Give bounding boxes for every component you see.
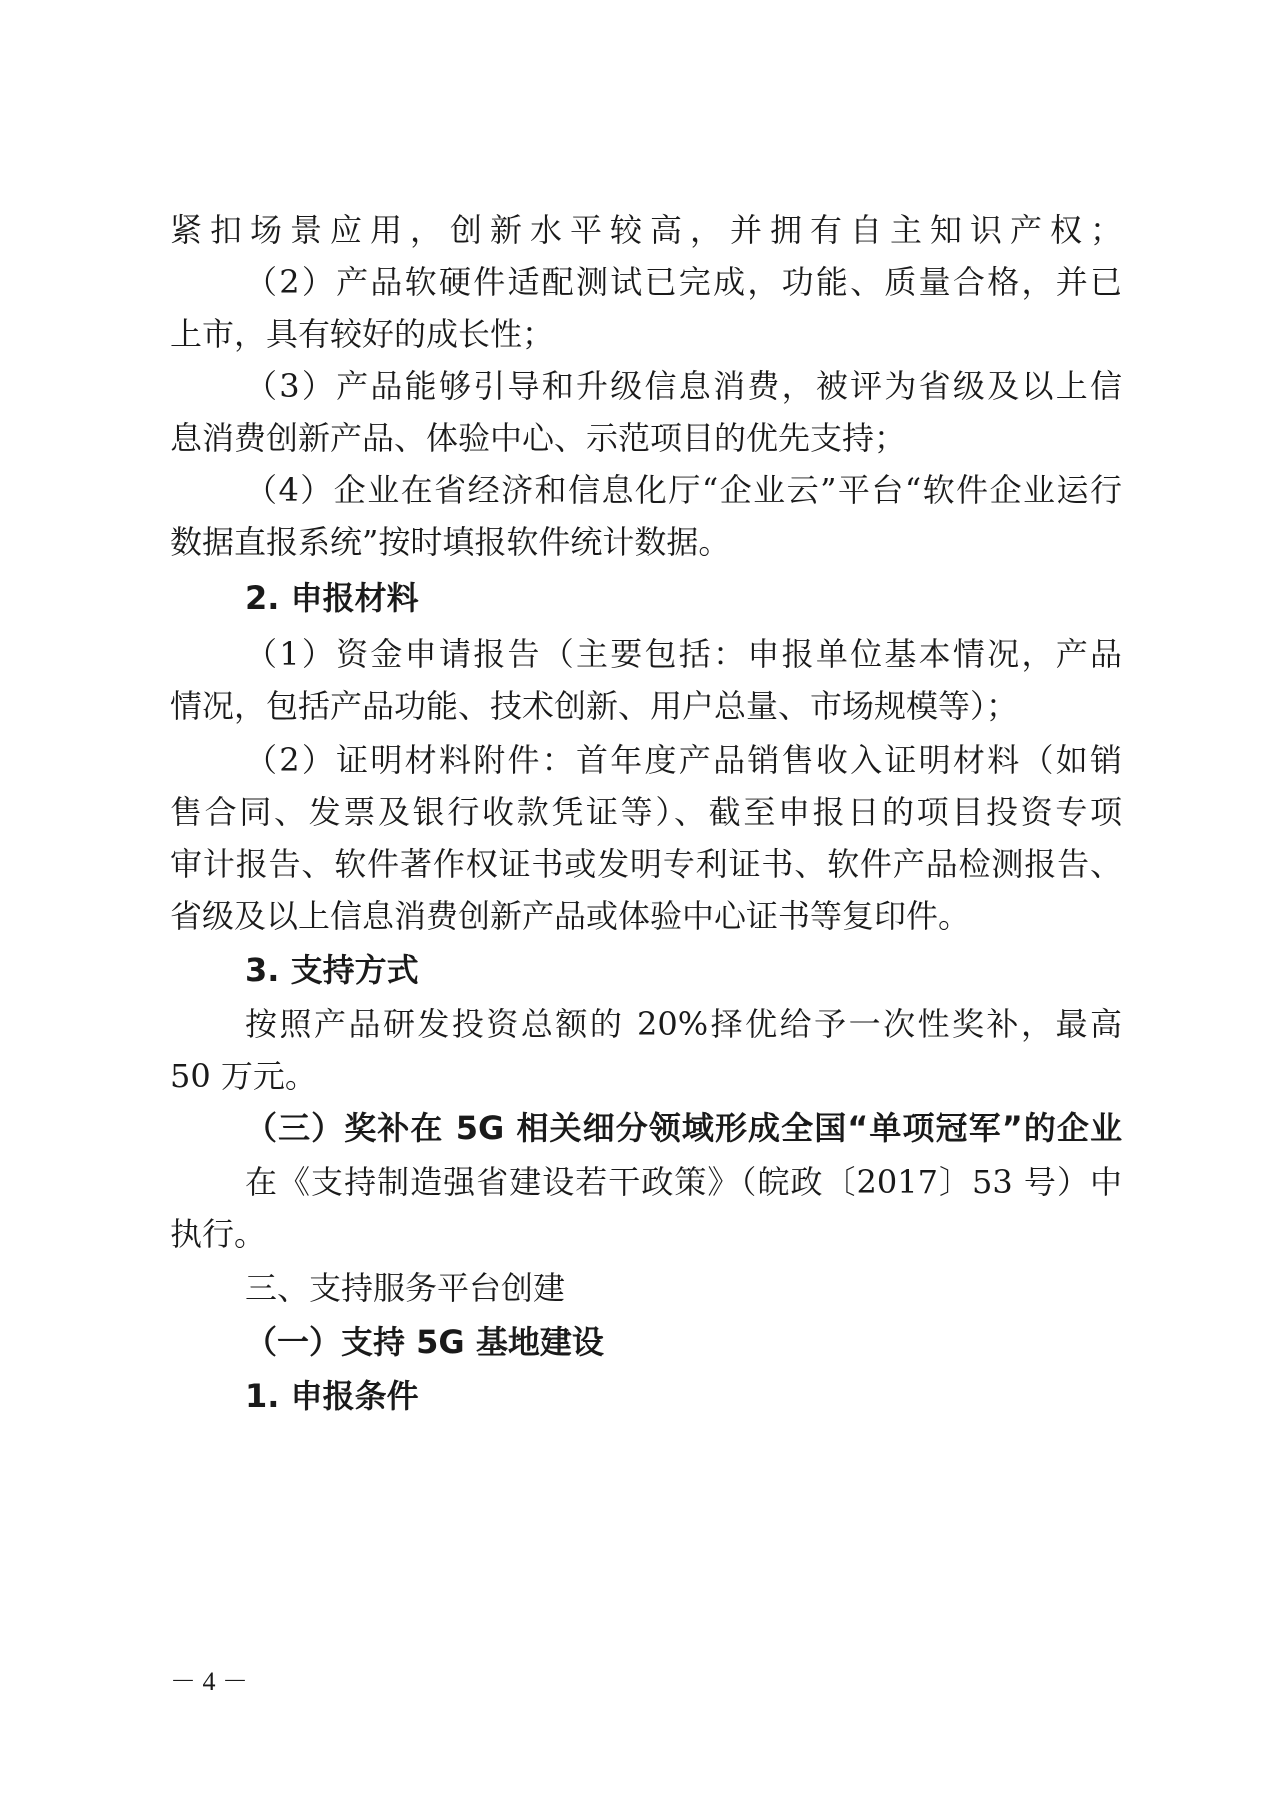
- body-line: 执行。: [170, 1215, 267, 1253]
- body-line: 紧扣场景应用，创新水平较高，并拥有自主知识产权；: [170, 211, 1122, 249]
- body-line: 数据直报系统”按时填报软件统计数据。: [170, 523, 731, 561]
- body-line: （2）产品软硬件适配测试已完成，功能、质量合格，并已: [245, 263, 1122, 301]
- section-heading: 2. 申报材料: [245, 579, 419, 617]
- body-line: 50 万元。: [170, 1057, 317, 1095]
- section-heading: 1. 申报条件: [245, 1377, 419, 1415]
- body-line: 省级及以上信息消费创新产品或体验中心证书等复印件。: [170, 897, 971, 935]
- section-heading: 3. 支持方式: [245, 951, 419, 989]
- body-line: 息消费创新产品、体验中心、示范项目的优先支持；: [170, 419, 907, 457]
- page-number: － 4 －: [170, 1667, 249, 1696]
- section-heading: （一）支持 5G 基地建设: [245, 1323, 604, 1361]
- body-line: （1）资金申请报告（主要包括：申报单位基本情况，产品: [245, 635, 1122, 673]
- body-line: 按照产品研发投资总额的 20%择优给予一次性奖补，最高: [245, 1005, 1122, 1043]
- body-line: 在《支持制造强省建设若干政策》（皖政〔2017〕53 号）中: [245, 1163, 1122, 1201]
- body-line: （2）证明材料附件：首年度产品销售收入证明材料（如销: [245, 741, 1122, 779]
- body-line: 情况，包括产品功能、技术创新、用户总量、市场规模等）；: [170, 687, 1019, 725]
- section-heading: 三、支持服务平台创建: [245, 1269, 566, 1307]
- body-line: （4）企业在省经济和信息化厅“企业云”平台“软件企业运行: [245, 471, 1122, 509]
- body-line: 审计报告、软件著作权证书或发明专利证书、软件产品检测报告、: [170, 845, 1122, 883]
- body-line: 售合同、发票及银行收款凭证等）、截至申报日的项目投资专项: [170, 793, 1122, 831]
- body-line: 上市，具有较好的成长性；: [170, 315, 555, 353]
- section-heading: （三）奖补在 5G 相关细分领域形成全国“单项冠军”的企业: [245, 1109, 1122, 1147]
- body-line: （3）产品能够引导和升级信息消费，被评为省级及以上信: [245, 367, 1122, 405]
